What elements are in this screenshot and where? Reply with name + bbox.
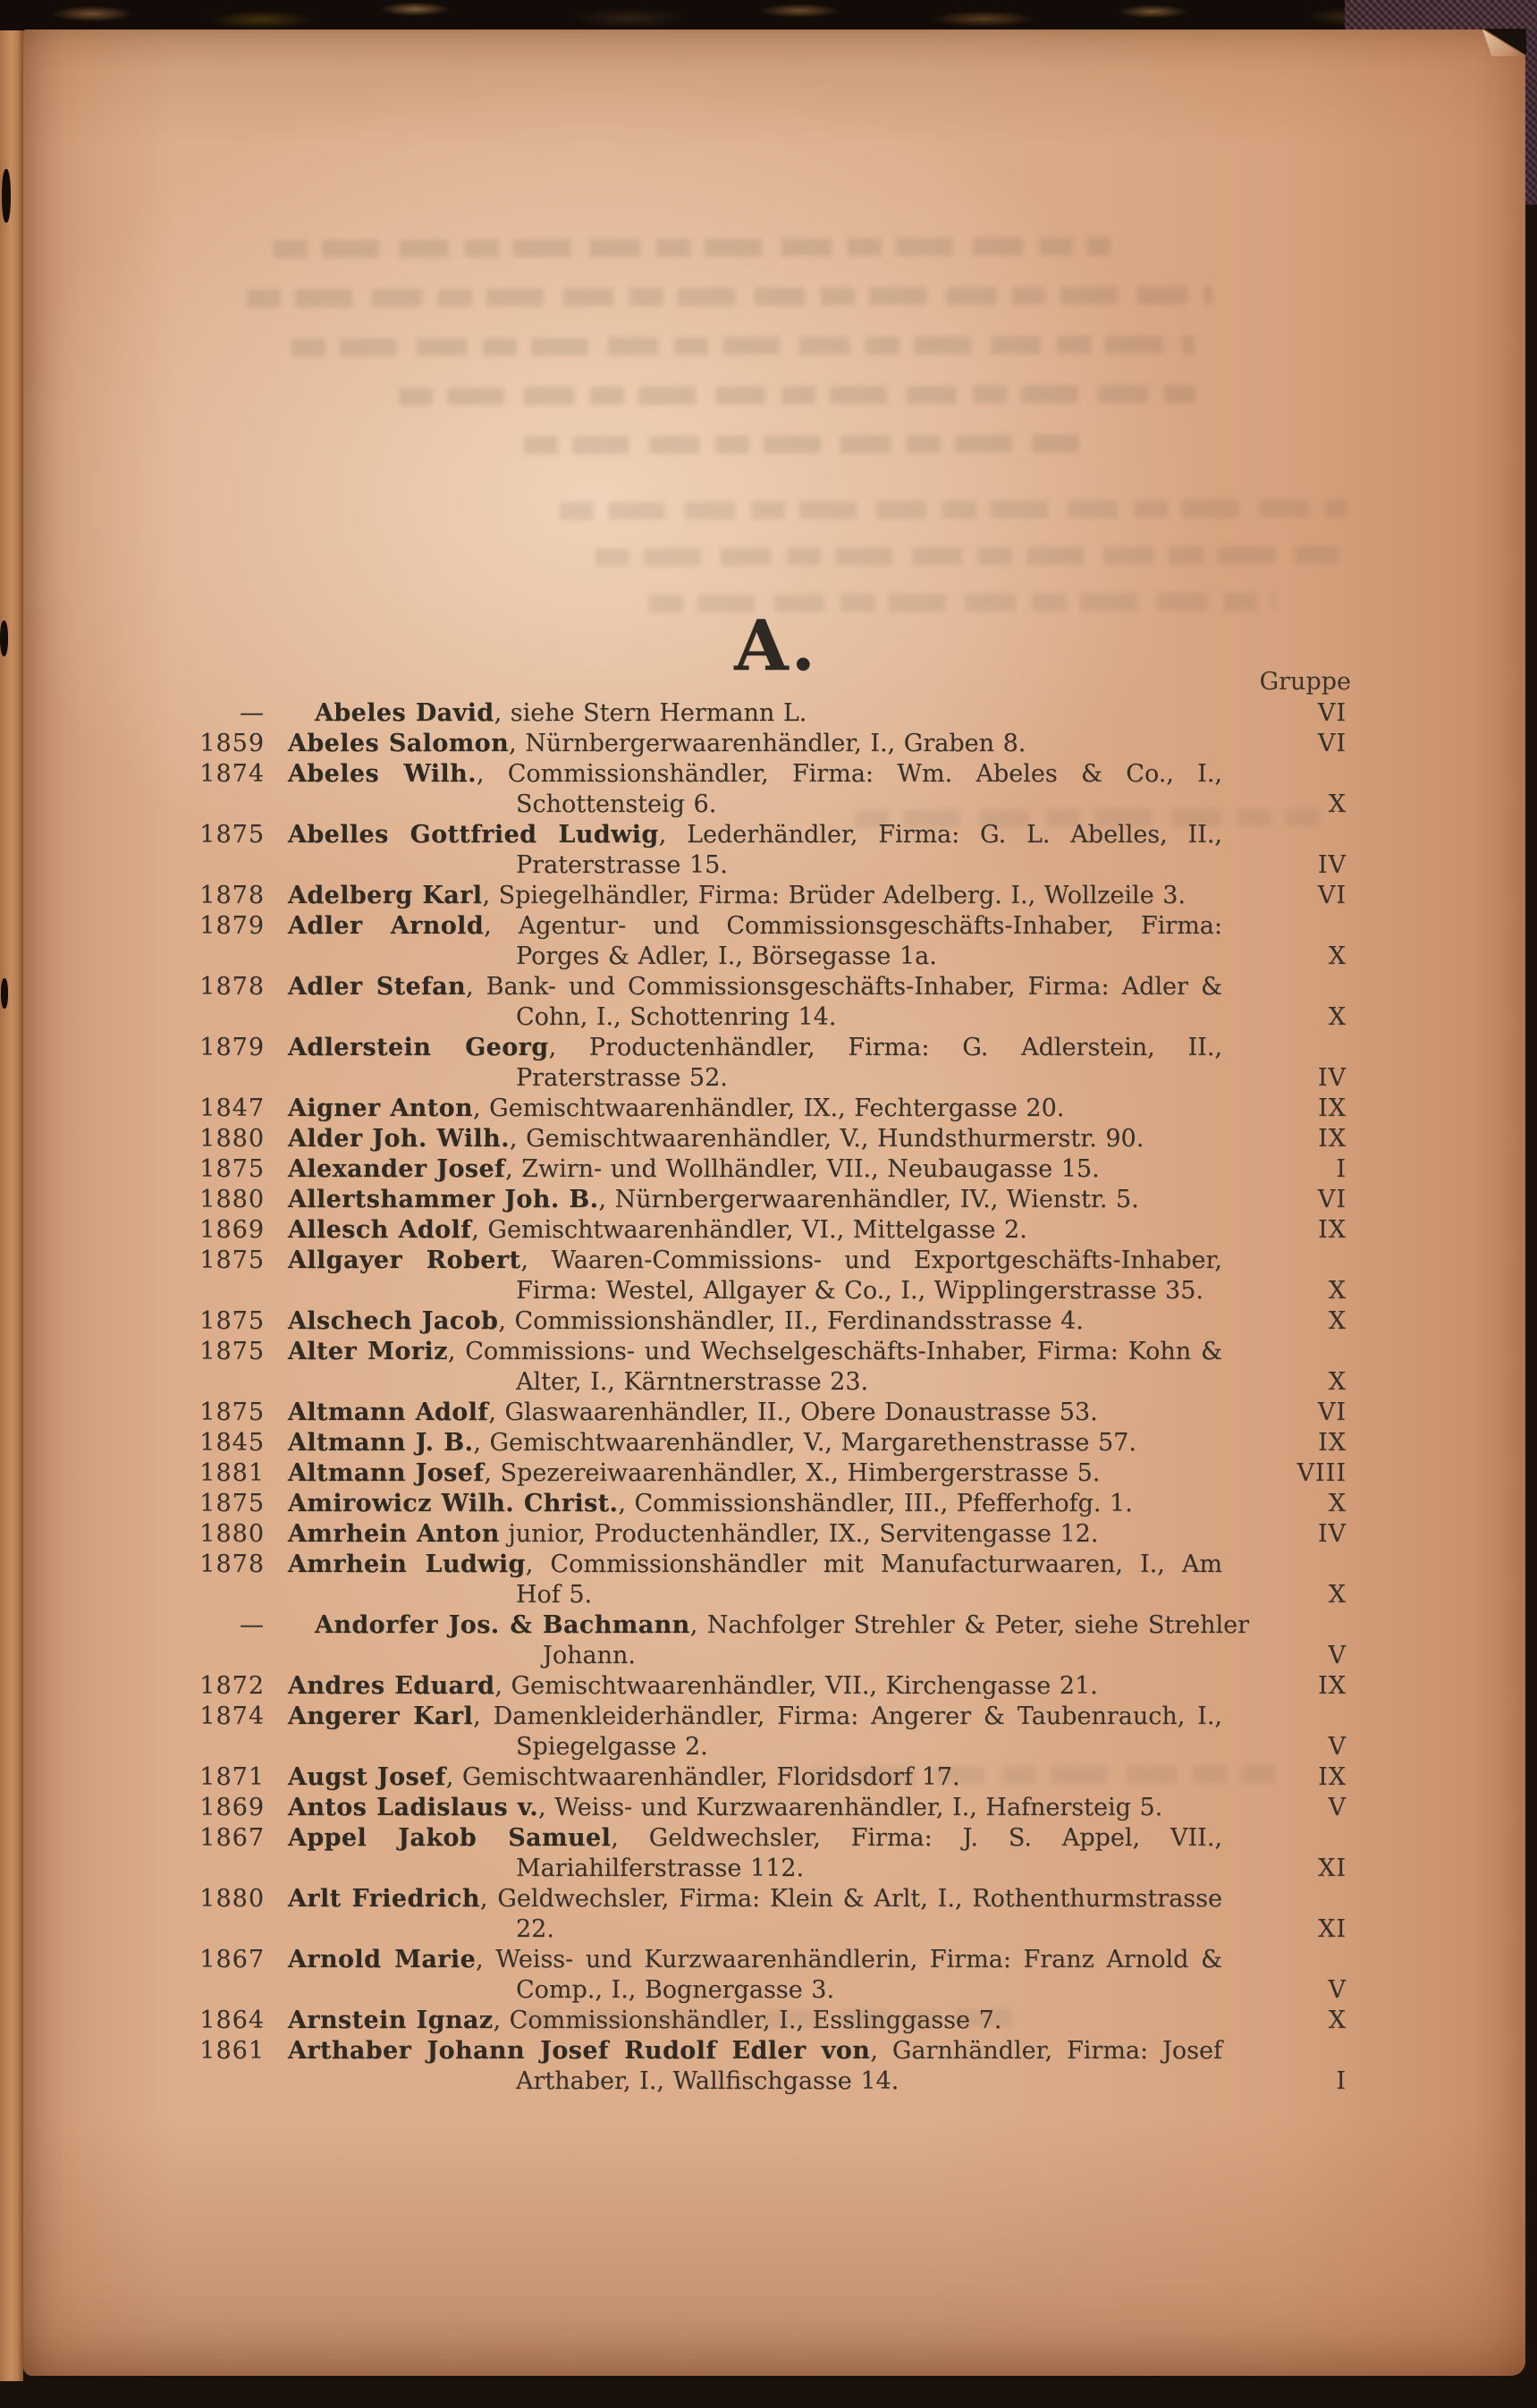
entry-name: Arnstein Ignaz	[288, 2007, 494, 2034]
entry-year: 1881	[199, 1459, 265, 1487]
entry-gruppe: VI	[1317, 699, 1347, 727]
entry-name: Alexander Josef	[288, 1155, 506, 1183]
entry-year: 1872	[199, 1672, 265, 1700]
entry-gruppe: IX	[1318, 1094, 1347, 1122]
entry-description: , Geldwechsler, Firma: Klein & Arlt, I., Rothenthurmstrasse 22.	[479, 1885, 1222, 1943]
entry-year: 1878	[199, 1550, 265, 1578]
entry-name: Amrhein Ludwig	[288, 1550, 526, 1578]
entry-text	[288, 1671, 1222, 1702]
entry-text	[288, 2006, 1222, 2036]
entry-description: , Gemischtwaarenhändler, V., Margarethenstrasse 57.	[473, 1429, 1136, 1457]
entry-text	[288, 1246, 1222, 1306]
entry-gruppe: X	[1328, 1581, 1347, 1609]
entry-gruppe: VI	[1317, 882, 1347, 909]
directory-entry	[162, 972, 1347, 1033]
directory-entry	[162, 1489, 1347, 1519]
directory-entry	[162, 1884, 1347, 1945]
entry-name: Aigner Anton	[288, 1094, 474, 1122]
directory-entry	[162, 881, 1347, 911]
entry-gruppe: X	[1328, 1277, 1347, 1305]
directory-entry	[162, 759, 1347, 820]
entry-description: , Commissionshändler, III., Pfefferhofg. 1.	[618, 1490, 1133, 1517]
entry-text	[288, 1489, 1222, 1519]
entry-text	[288, 1154, 1222, 1185]
directory-entry	[162, 1458, 1347, 1489]
directory-entry	[162, 911, 1347, 972]
entry-text	[288, 911, 1222, 972]
directory-entry	[162, 2006, 1347, 2036]
entry-year: 1864	[199, 2007, 265, 2034]
entry-text	[288, 1793, 1222, 1823]
entry-text	[288, 1428, 1222, 1458]
entry-gruppe: X	[1328, 942, 1347, 970]
entry-name: Antos Ladislaus v.	[288, 1794, 539, 1821]
entry-name: Amirowicz Wilh. Christ.	[288, 1490, 619, 1517]
entry-description: , Weiss- und Kurzwaarenhändlerin, Firma: Franz Arnold & Comp., I., Bognergasse 3.	[476, 1946, 1222, 2004]
entry-year: 1869	[199, 1794, 265, 1821]
entry-text	[288, 972, 1222, 1033]
directory-entry	[162, 1945, 1347, 2006]
entry-gruppe: XI	[1318, 1855, 1347, 1882]
entry-description: junior, Productenhändler, IX., Servitengasse 12.	[499, 1520, 1099, 1548]
binding-nick	[0, 621, 8, 656]
directory-entry	[162, 1519, 1347, 1550]
entry-year: 1880	[199, 1885, 265, 1913]
entry-gruppe: I	[1336, 2067, 1347, 2095]
entry-year: 1845	[199, 1429, 265, 1457]
entry-gruppe: X	[1328, 1307, 1347, 1335]
directory-entry	[162, 1185, 1347, 1215]
entry-text	[288, 1884, 1222, 1945]
entry-name: Angerer Karl	[288, 1702, 474, 1730]
entry-text	[288, 1519, 1222, 1550]
entry-description: , Glaswaarenhändler, II., Obere Donaustrasse 53.	[488, 1398, 1098, 1426]
entry-text	[288, 1945, 1222, 2006]
entry-description: , Damenkleiderhändler, Firma: Angerer & Taubenrauch, I., Spiegelgasse 2.	[473, 1702, 1222, 1761]
entry-name: Augst Josef	[288, 1763, 446, 1791]
entry-text	[288, 1398, 1222, 1428]
entry-description: , Weiss- und Kurzwaarenhändler, I., Hafnersteig 5.	[538, 1794, 1163, 1821]
directory-entry	[162, 2036, 1347, 2097]
entry-text	[288, 1215, 1222, 1246]
page-stack-left-edge	[0, 30, 23, 2381]
entry-name: Altmann Adolf	[288, 1398, 489, 1426]
entry-text	[315, 698, 1249, 729]
entry-year: 1875	[199, 821, 265, 849]
entry-year: 1879	[199, 1034, 265, 1061]
entry-gruppe: IV	[1317, 1064, 1347, 1092]
entry-text	[288, 1762, 1222, 1793]
entry-year: 1880	[199, 1520, 265, 1548]
directory-entry	[162, 1610, 1347, 1671]
entry-description: , Commissionshändler, Firma: Wm. Abeles & Co., I., Schottensteig 6.	[476, 760, 1222, 818]
entry-name: Altmann Josef	[288, 1459, 485, 1487]
binding-nick	[1, 978, 8, 1009]
directory-entry	[162, 1428, 1347, 1458]
entry-description: , Agentur- und Commissionsgeschäfts-Inhaber, Firma: Porges & Adler, I., Börsegasse 1a.	[484, 912, 1222, 970]
entry-text	[288, 820, 1222, 881]
entry-description: , Productenhändler, Firma: G. Adlerstein, II., Praterstrasse 52.	[516, 1034, 1223, 1092]
ghost-bleedthrough-line	[524, 435, 1078, 454]
entry-text	[288, 1033, 1222, 1094]
directory-entry	[162, 1337, 1347, 1398]
entry-year: 1880	[199, 1125, 265, 1153]
entry-name: Adler Stefan	[288, 973, 467, 1001]
entry-name: Alder Joh. Wilh.	[288, 1125, 510, 1153]
entry-gruppe: VI	[1317, 1186, 1347, 1213]
entry-name: Allertshammer Joh. B.	[288, 1186, 599, 1213]
entry-name: Allesch Adolf	[288, 1216, 472, 1244]
entry-gruppe: IX	[1318, 1216, 1347, 1244]
section-letter-heading: A.	[734, 605, 818, 687]
entry-name: Adler Arnold	[288, 912, 485, 940]
entry-gruppe: IV	[1317, 1520, 1347, 1548]
entry-gruppe: I	[1336, 1155, 1347, 1183]
directory-entry	[162, 1154, 1347, 1185]
entry-year: 1875	[199, 1338, 265, 1365]
entry-description: , Commissionshändler, II., Ferdinandsstrasse 4.	[498, 1307, 1084, 1335]
entry-name: Abelles Gottfried Ludwig	[288, 821, 659, 849]
entry-name: Arthaber Johann Josef Rudolf Edler von	[288, 2037, 871, 2065]
entry-description: , Spiegelhändler, Firma: Brüder Adelberg. I., Wollzeile 3.	[482, 882, 1187, 909]
directory-entry	[162, 1793, 1347, 1823]
entry-name: Alschech Jacob	[288, 1307, 499, 1335]
entry-description: , Garnhändler, Firma: Josef Arthaber, I., Wallfischgasse 14.	[516, 2037, 1222, 2095]
book-cover-cloth-corner	[1345, 0, 1537, 30]
entry-description: , Zwirn- und Wollhändler, VII., Neubaugasse 15.	[505, 1155, 1100, 1183]
entry-name: Appel Jakob Samuel	[288, 1824, 612, 1852]
entry-name: Arnold Marie	[288, 1946, 477, 1973]
entry-description: , Gemischtwaarenhändler, IX., Fechtergasse 20.	[473, 1094, 1065, 1122]
entry-year: 1847	[199, 1094, 265, 1122]
entry-description: , Nürnbergerwaarenhändler, IV., Wienstr. 5.	[598, 1186, 1139, 1213]
binding-nick	[2, 169, 11, 223]
entry-gruppe: X	[1328, 2007, 1347, 2034]
directory-entry	[162, 698, 1347, 729]
directory-entry	[162, 729, 1347, 759]
entry-year: 1878	[199, 882, 265, 909]
directory-entry	[162, 1094, 1347, 1124]
entry-name: Adlerstein Georg	[288, 1034, 549, 1061]
book-binding-marbled-edge	[0, 0, 1537, 30]
entry-text	[288, 1185, 1222, 1215]
entry-year: 1878	[199, 973, 265, 1001]
directory-entry	[162, 1306, 1347, 1337]
entry-description: , Gemischtwaarenhändler, VII., Kirchengasse 21.	[494, 1672, 1098, 1700]
entry-description: , Lederhändler, Firma: G. L. Abelles, II., Praterstrasse 15.	[516, 821, 1222, 879]
entry-description: , Waaren-Commissions- und Exportgeschäfts-Inhaber, Firma: Westel, Allgayer & Co., I., Wipplingerstrasse 35.	[516, 1246, 1222, 1305]
entry-year: 1874	[199, 1702, 265, 1730]
entry-text	[288, 2036, 1222, 2097]
entry-name: Abeles Salomon	[288, 730, 510, 757]
entry-gruppe: V	[1328, 1733, 1347, 1761]
dog-ear-cut	[1483, 29, 1526, 55]
entry-gruppe: IX	[1318, 1429, 1347, 1457]
ghost-bleedthrough-line	[291, 335, 1195, 357]
entry-name: Andres Eduard	[288, 1672, 495, 1700]
entry-gruppe: VI	[1317, 730, 1347, 757]
entry-gruppe: X	[1328, 1368, 1347, 1396]
entry-gruppe: IX	[1318, 1125, 1347, 1153]
entry-year: 1867	[199, 1824, 265, 1852]
entry-text	[288, 759, 1222, 820]
entry-description: , Nürnbergerwaarenhändler, I., Graben 8.	[509, 730, 1026, 757]
entry-description: , Gemischtwaarenhändler, V., Hundsthurmerstr. 90.	[509, 1125, 1144, 1153]
entry-year: 1871	[199, 1763, 265, 1791]
entry-gruppe: V	[1328, 1794, 1347, 1821]
entry-description: , Gemischtwaarenhändler, VI., Mittelgasse 2.	[471, 1216, 1027, 1244]
entry-description: , Commissionshändler mit Manufacturwaaren, I., Am Hof 5.	[516, 1550, 1223, 1609]
directory-entry	[162, 1702, 1347, 1762]
entry-text	[288, 1702, 1222, 1762]
ghost-bleedthrough-line	[247, 286, 1212, 308]
entry-gruppe: IX	[1318, 1672, 1347, 1700]
ghost-bleedthrough-line	[274, 237, 1110, 258]
entry-name: Arlt Friedrich	[288, 1885, 480, 1913]
entry-gruppe: X	[1328, 1490, 1347, 1517]
entry-year: —	[240, 1611, 265, 1639]
directory-entry	[162, 1033, 1347, 1094]
directory-entry	[162, 1550, 1347, 1610]
ghost-bleedthrough-line	[595, 546, 1338, 567]
entry-text	[288, 1458, 1222, 1489]
entry-year: 1859	[199, 730, 265, 757]
entry-description: , Nachfolger Strehler & Peter, siehe Strehler Johann.	[543, 1611, 1249, 1669]
directory-entry	[162, 1246, 1347, 1306]
entry-year: 1875	[199, 1490, 265, 1517]
entry-gruppe: X	[1328, 1003, 1347, 1031]
entry-text	[288, 1094, 1222, 1124]
directory-entry	[162, 1671, 1347, 1702]
entry-year: 1867	[199, 1946, 265, 1973]
entry-gruppe: IV	[1317, 851, 1347, 879]
entry-year: 1861	[199, 2037, 265, 2065]
entry-text	[288, 729, 1222, 759]
entry-description: , Bank- und Commissionsgeschäfts-Inhaber, Firma: Adler & Cohn, I., Schottenring 14.	[466, 973, 1222, 1031]
entry-year: 1879	[199, 912, 265, 940]
entry-description: , Commissions- und Wechselgeschäfts-Inhaber, Firma: Kohn & Alter, I., Kärntnerstrasse 23.	[447, 1338, 1223, 1396]
entry-year: 1875	[199, 1398, 265, 1426]
entry-year: 1875	[199, 1155, 265, 1183]
directory-entry	[162, 1762, 1347, 1793]
directory-entry	[162, 1124, 1347, 1154]
entry-name: Abeles David	[315, 699, 494, 727]
entry-year: —	[240, 699, 265, 727]
entry-name: Abeles Wilh.	[288, 760, 477, 788]
entry-name: Allgayer Robert	[288, 1246, 521, 1274]
entry-description: , siehe Stern Hermann L.	[494, 699, 807, 727]
entry-year: 1869	[199, 1216, 265, 1244]
entry-description: , Commissionshändler, I., Esslinggasse 7.	[493, 2007, 1002, 2034]
entry-text	[288, 1306, 1222, 1337]
entry-gruppe: V	[1328, 1976, 1347, 2004]
ghost-bleedthrough-line	[399, 384, 1195, 405]
entry-year: 1875	[199, 1246, 265, 1274]
entry-gruppe: VI	[1317, 1398, 1347, 1426]
directory-entry	[162, 1215, 1347, 1246]
entry-text	[288, 1550, 1222, 1610]
entry-name: Altmann J. B.	[288, 1429, 474, 1457]
entry-year: 1880	[199, 1186, 265, 1213]
gruppe-column-header: Gruppe	[1259, 668, 1351, 696]
directory-entry	[162, 1823, 1347, 1884]
entry-description: , Geldwechsler, Firma: J. S. Appel, VII., Mariahilferstrasse 112.	[516, 1824, 1222, 1882]
entry-text	[288, 1337, 1222, 1398]
directory-entry	[162, 820, 1347, 881]
entry-gruppe: VIII	[1296, 1459, 1347, 1487]
entry-gruppe: X	[1328, 790, 1347, 818]
entry-name: Adelberg Karl	[288, 882, 483, 909]
entry-text	[288, 1124, 1222, 1154]
entry-gruppe: V	[1328, 1642, 1347, 1669]
entry-year: 1875	[199, 1307, 265, 1335]
entry-name: Amrhein Anton	[288, 1520, 500, 1548]
directory-entry	[162, 1398, 1347, 1428]
entry-gruppe: XI	[1318, 1915, 1347, 1943]
entry-text	[288, 1823, 1222, 1884]
entry-text	[288, 881, 1222, 911]
entry-gruppe: IX	[1318, 1763, 1347, 1791]
entries-list	[162, 698, 1347, 2097]
entry-text	[315, 1610, 1249, 1671]
ghost-bleedthrough-line	[560, 499, 1347, 520]
entry-description: , Spezereiwaarenhändler, X., Himbergerstrasse 5.	[484, 1459, 1101, 1487]
entry-name: Alter Moriz	[288, 1338, 448, 1365]
entry-name: Andorfer Jos. & Bachmann	[315, 1611, 690, 1639]
directory-page	[23, 30, 1525, 2376]
entry-year: 1874	[199, 760, 265, 788]
entry-description: , Gemischtwaarenhändler, Floridsdorf 17.	[445, 1763, 960, 1791]
